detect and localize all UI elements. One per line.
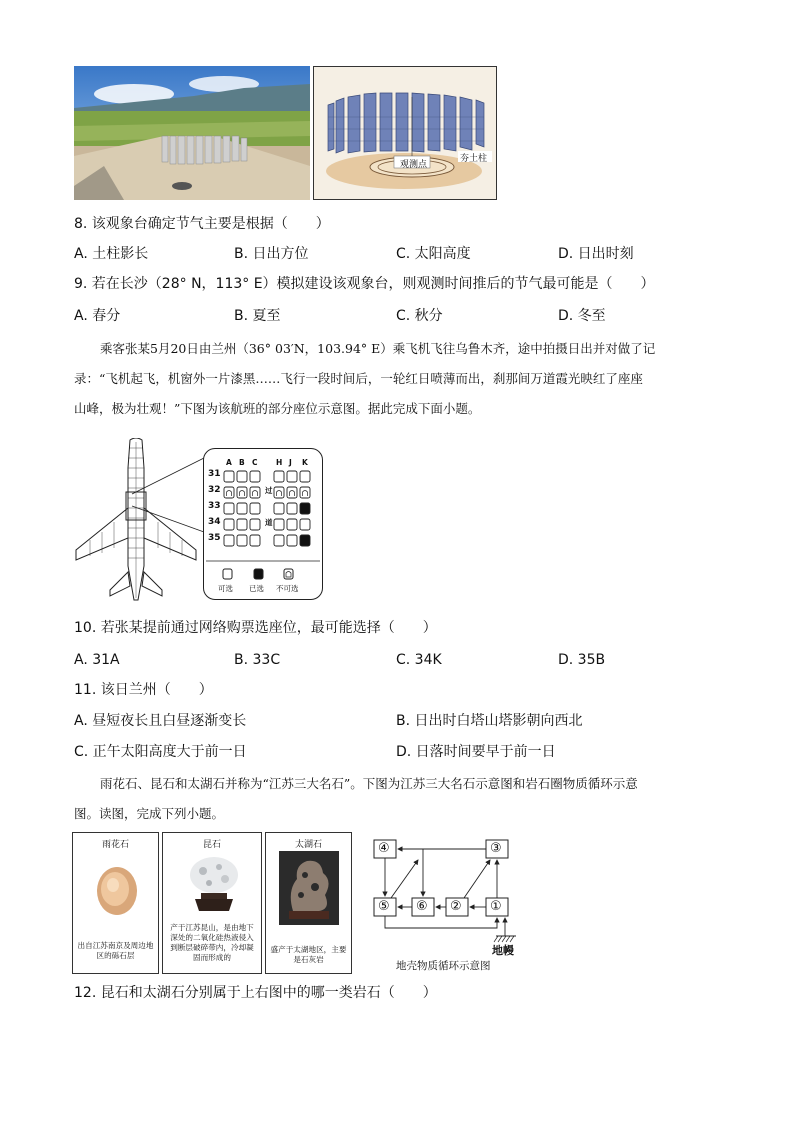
node-3: ③ [490,841,502,856]
col-label-c: C [252,458,258,467]
stone-desc-yuhua: 出自江苏南京及周边地区的砾石层 [77,941,154,960]
stone-card-taihu [265,832,352,974]
label-rammed-pillar: 夯土柱 [460,154,488,164]
seat[interactable] [250,487,260,498]
seat[interactable] [287,471,297,482]
seat[interactable] [237,487,247,498]
q8-option-b[interactable]: B. 日出方位 [234,246,309,262]
passage-stones-line1: 雨花石、昆石和太湖石并称为“江苏三大名石”。下图为江苏三大名石示意图和岩石圈物质循环示意 [100,776,638,791]
seat[interactable] [237,519,247,530]
seat[interactable] [250,519,260,530]
rock-cycle-caption: 地壳物质循环示意图 [396,960,491,972]
seat[interactable] [300,471,310,482]
kunshi-stone-image [187,853,241,917]
seat-grid[interactable] [204,449,322,599]
seat[interactable] [250,471,260,482]
seat[interactable] [250,535,260,546]
col-label-h: H [276,458,283,467]
node-5: ⑤ [378,899,390,914]
question-9-stem: 9. 若在长沙（28° N，113° E）模拟建设该观象台，则观测时间推后的节气最可能是（ ） [74,276,655,292]
node-4: ④ [378,841,390,856]
stone-desc-taihu: 盛产于太湖地区，主要是石灰岩 [270,945,347,964]
seat[interactable] [224,471,234,482]
passage-flight-line2: 录：“飞机起飞，机窗外一片漆黑……飞行一段时间后，一轮红日喷薄而出，刹那间万道霞光映红了座座 [74,371,643,386]
legend-available: 可选 [218,584,233,593]
stone-title-taihu: 太湖石 [294,840,322,850]
seat[interactable] [224,487,234,498]
zoom-lines [124,450,208,540]
seat[interactable] [287,535,297,546]
col-label-b: B [239,458,245,467]
passage-flight-line3: 山峰，极为壮观！”下图为该航班的部分座位示意图。据此完成下面小题。 [74,401,481,416]
node-1: ① [490,899,502,914]
passage-stones-line2: 图。读图，完成下列小题。 [74,806,225,821]
seat[interactable] [274,503,284,514]
q9-option-c[interactable]: C. 秋分 [396,308,443,324]
q11-option-a[interactable]: A. 昼短夜长且白昼逐渐变长 [74,713,247,729]
question-10-stem: 10. 若张某提前通过网络购票选座位，最可能选择（ ） [74,620,437,636]
observatory-diagram [313,66,497,200]
q8-option-c[interactable]: C. 太阳高度 [396,246,471,262]
q8-option-a[interactable]: A. 土柱影长 [74,246,149,262]
q11-option-b[interactable]: B. 日出时白塔山塔影朝向西北 [396,713,583,729]
seat[interactable] [274,519,284,530]
stone-card-yuhua [72,832,159,974]
col-label-k: K [302,458,308,467]
node-2: ② [450,899,462,914]
aisle-label-bottom: 道 [265,518,273,527]
q9-option-a[interactable]: A. 春分 [74,308,121,324]
seat[interactable] [300,487,310,498]
seat[interactable] [300,503,310,514]
seat[interactable] [300,535,310,546]
seat[interactable] [274,487,284,498]
stone-desc-kunshi: 产于江苏昆山，是由地下深处的二氧化硅热液侵入到断层破碎带内，冷却凝固而形成的 [170,923,254,962]
seat[interactable] [237,503,247,514]
seat[interactable] [274,535,284,546]
q8-option-d[interactable]: D. 日出时刻 [558,246,634,262]
seat[interactable] [224,503,234,514]
node-6: ⑥ [416,899,428,914]
label-observation-point: 观测点 [400,160,428,170]
col-label-j: J [289,458,292,467]
seat[interactable] [224,535,234,546]
col-label-a: A [226,458,232,467]
seat[interactable] [237,471,247,482]
seat[interactable] [287,519,297,530]
row-label-31: 31 [208,469,221,479]
passage-flight-line1: 乘客张某5月20日由兰州（36° 03′N，103.94° E）乘飞机飞往乌鲁木齐，途中拍摄日出并对做了记 [100,341,656,356]
seat-map [203,448,323,600]
legend-selected: 已选 [249,584,264,593]
q11-option-c[interactable]: C. 正午太阳高度大于前一日 [74,744,247,760]
yuhua-stone-image [93,863,141,919]
seat[interactable] [287,487,297,498]
seat[interactable] [250,503,260,514]
aisle-label-top: 过 [265,486,273,495]
q9-option-d[interactable]: D. 冬至 [558,308,606,324]
row-label-32: 32 [208,485,221,495]
seat[interactable] [287,503,297,514]
q9-option-b[interactable]: B. 夏至 [234,308,281,324]
legend-unavailable: 不可选 [276,584,299,593]
seat[interactable] [237,535,247,546]
rock-cycle-diagram [370,836,530,968]
q10-option-b[interactable]: B. 33C [234,652,281,668]
seat[interactable] [274,471,284,482]
question-11-stem: 11. 该日兰州（ ） [74,682,213,698]
taihu-stone-image [279,851,339,925]
stone-title-yuhua: 雨花石 [101,840,129,850]
question-8-stem: 8. 该观象台确定节气主要是根据（ ） [74,216,330,232]
observatory-photo [74,66,310,200]
stone-card-kunshi [162,832,262,974]
q10-option-a[interactable]: A. 31A [74,652,120,668]
q10-option-c[interactable]: C. 34K [396,652,442,668]
mantle-label: 地幔 [492,944,514,957]
seat[interactable] [300,519,310,530]
row-label-33: 33 [208,501,221,511]
stone-title-kunshi: 昆石 [202,840,221,850]
question-12-stem: 12. 昆石和太湖石分别属于上右图中的哪一类岩石（ ） [74,985,437,1001]
q11-option-d[interactable]: D. 日落时间要早于前一日 [396,744,556,760]
seat[interactable] [224,519,234,530]
row-label-34: 34 [208,517,221,527]
row-label-35: 35 [208,533,221,543]
q10-option-d[interactable]: D. 35B [558,652,606,668]
